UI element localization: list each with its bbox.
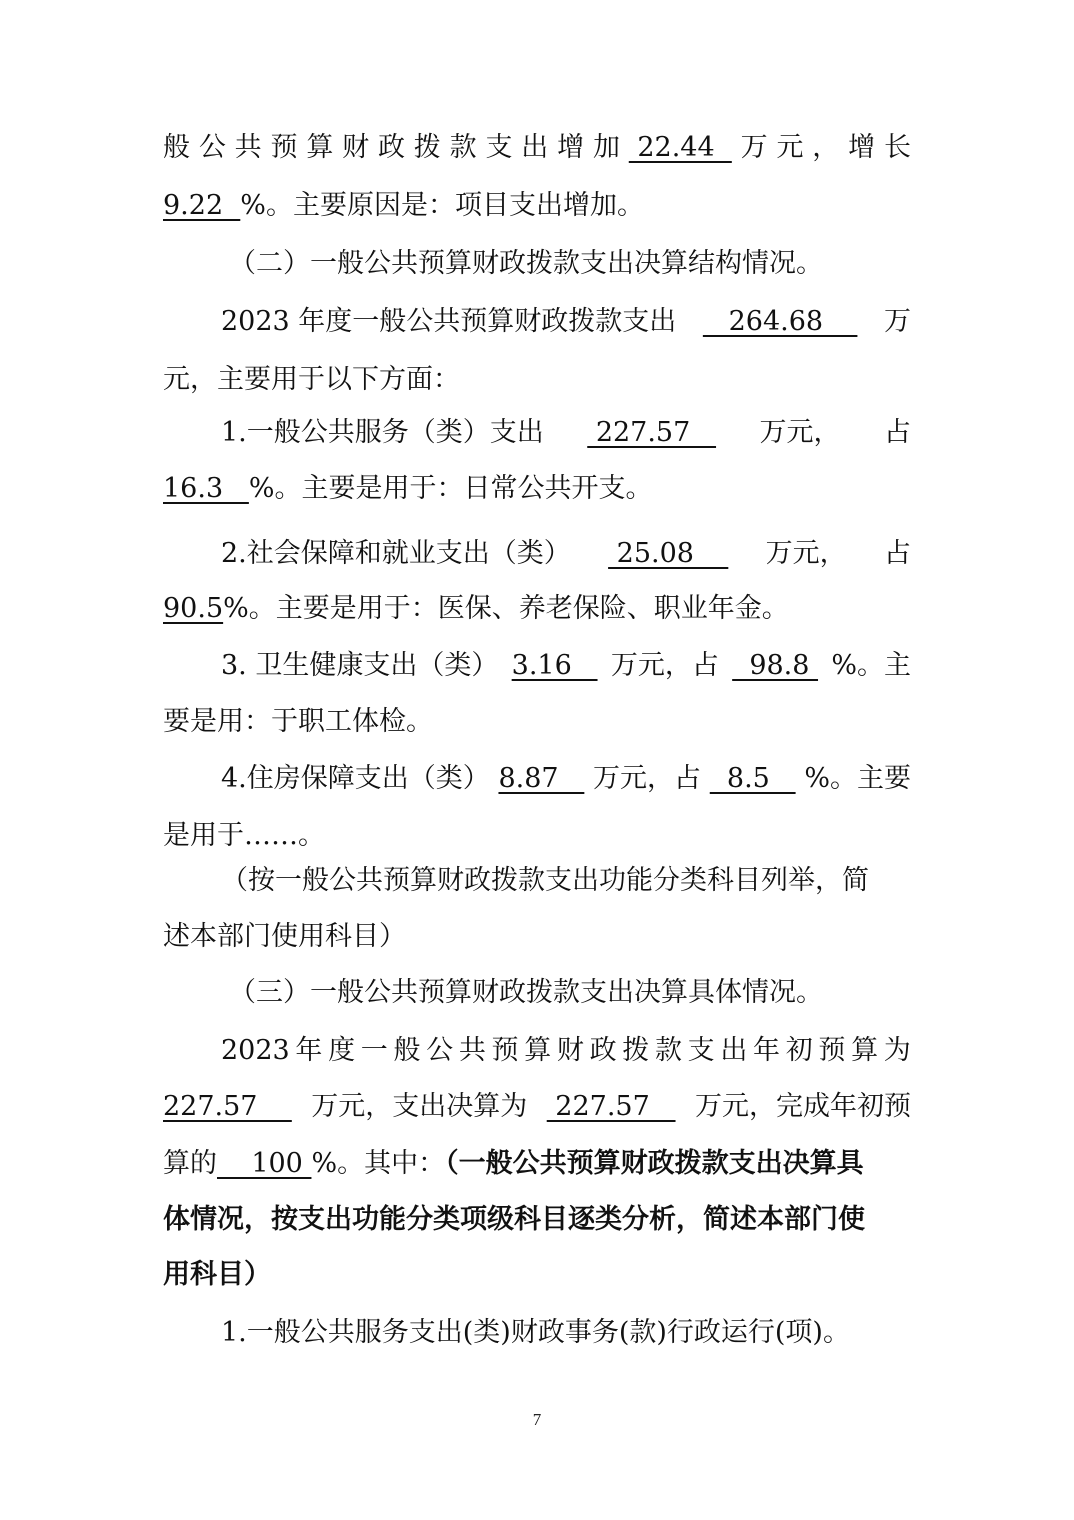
text-token: 2023	[221, 1035, 290, 1066]
text-run: %。主要是用于：日常公共开支。	[248, 473, 653, 504]
paragraph-line	[221, 1031, 911, 1071]
text-token: 政	[377, 132, 405, 163]
text-run: 万元，占	[610, 650, 719, 681]
text-token: 出	[720, 1035, 748, 1066]
note-line: 述本部门使用科目）	[163, 921, 406, 952]
text-token: 算	[851, 1035, 879, 1066]
paragraph-line: 是用于……。	[163, 820, 325, 851]
text-run: 万元，支出决算为	[311, 1091, 528, 1122]
text-token: 预	[491, 1035, 519, 1066]
paragraph-line	[221, 534, 911, 574]
page-number: 7	[532, 1410, 542, 1429]
paragraph-line	[221, 413, 911, 453]
text-token: 支	[485, 132, 513, 163]
underlined-value: 98.8	[732, 650, 819, 681]
text-token: 初	[785, 1035, 813, 1066]
underlined-value: 9.22	[163, 190, 241, 221]
text-run: %。主要是用于：医保、养老保险、职业年金。	[223, 593, 789, 624]
text-run: 1.一般公共服务（类）支出	[221, 417, 544, 448]
underlined-value: 227.57	[546, 1091, 676, 1122]
text-run: 万元，完成年初预	[694, 1091, 911, 1122]
note-line: （按一般公共预算财政拨款支出功能分类科目列举，简	[221, 865, 869, 896]
text-token: 般	[163, 132, 190, 163]
text-token: 政	[589, 1035, 617, 1066]
paragraph-line: 1.一般公共服务支出(类)财政事务(款)行政运行(项)。	[221, 1317, 850, 1348]
underlined-value: 227.57	[163, 1091, 292, 1122]
text-token: 公	[198, 132, 226, 163]
text-run: %。主要	[804, 763, 911, 794]
text-token: 预	[270, 132, 298, 163]
section-heading: （二）一般公共预算财政拨款支出决算结构情况。	[229, 248, 823, 279]
underlined-value: 16.3	[163, 473, 249, 504]
paragraph-line	[163, 128, 911, 168]
text-token: 增	[848, 132, 876, 163]
underlined-value: 264.68	[702, 306, 858, 337]
text-token: 增	[557, 132, 585, 163]
paragraph-line	[163, 186, 911, 226]
text-run: %。主要原因是：项目支出增加。	[240, 190, 644, 221]
text-token: 为	[883, 1035, 911, 1066]
text-token: 预	[818, 1035, 846, 1066]
underlined-value: 100	[217, 1148, 312, 1179]
text-run: 4.住房保障支出（类）	[221, 763, 490, 794]
text-token: 算	[524, 1035, 552, 1066]
text-token: 财	[556, 1035, 584, 1066]
paragraph-line	[221, 759, 911, 799]
bold-instruction-line: 体情况，按支出功能分类项级科目逐类分析，简述本部门使	[163, 1204, 865, 1235]
text-token: 万	[740, 132, 768, 163]
paragraph-line: 元，主要用于以下方面：	[163, 364, 460, 395]
text-token: 公	[426, 1035, 454, 1066]
paragraph-line	[163, 1087, 911, 1127]
underlined-value: 227.57	[587, 417, 717, 448]
underlined-value: 3.16	[511, 650, 598, 681]
text-token: 般	[393, 1035, 421, 1066]
text-token: 拨	[413, 132, 441, 163]
text-token: 年	[295, 1035, 323, 1066]
text-token: 加	[592, 132, 620, 163]
text-token: 元	[776, 132, 804, 163]
bold-instruction: （一般公共预算财政拨款支出决算具	[445, 1148, 864, 1179]
paragraph-line	[163, 589, 911, 629]
text-token: 款	[654, 1035, 682, 1066]
text-run: 占	[883, 417, 911, 448]
text-run: 算的	[163, 1148, 217, 1179]
text-run: 3. 卫生健康支出（类）	[221, 650, 499, 681]
text-run: %。主	[831, 650, 911, 681]
text-run: 万元，占	[593, 763, 702, 794]
text-run: %。其中：	[311, 1148, 446, 1179]
text-token: 财	[342, 132, 370, 163]
underlined-value: 8.5	[709, 763, 796, 794]
text-run: 万元，	[765, 538, 847, 569]
text-token: 算	[306, 132, 334, 163]
paragraph-line: 要是用：于职工体检。	[163, 706, 433, 737]
text-token: 年	[753, 1035, 781, 1066]
text-run: 万	[883, 306, 911, 337]
paragraph-line	[221, 302, 911, 342]
text-token: 支	[687, 1035, 715, 1066]
text-run: 2.社会保障和就业支出（类）	[221, 538, 571, 569]
text-run: 万元，	[759, 417, 841, 448]
text-token: 共	[458, 1035, 486, 1066]
text-token: 共	[234, 132, 262, 163]
underlined-value: 22.44	[628, 132, 732, 163]
text-token: 出	[521, 132, 549, 163]
underlined-value: 25.08	[608, 538, 729, 569]
paragraph-line	[221, 646, 911, 686]
section-heading: （三）一般公共预算财政拨款支出决算具体情况。	[229, 977, 823, 1008]
text-token: 长	[883, 132, 911, 163]
text-token: 拨	[622, 1035, 650, 1066]
text-token: 款	[449, 132, 477, 163]
text-token: 度	[328, 1035, 356, 1066]
text-token: 一	[360, 1035, 388, 1066]
underlined-value: 8.87	[498, 763, 585, 794]
paragraph-line	[163, 469, 911, 509]
underlined-value: 90.5	[163, 593, 224, 624]
text-run: 占	[883, 538, 911, 569]
bold-instruction-line: 用科目）	[163, 1259, 271, 1290]
paragraph-line	[163, 1144, 911, 1184]
text-token: ，	[812, 132, 840, 163]
text-run: 2023 年度一般公共预算财政拨款支出	[221, 306, 677, 337]
